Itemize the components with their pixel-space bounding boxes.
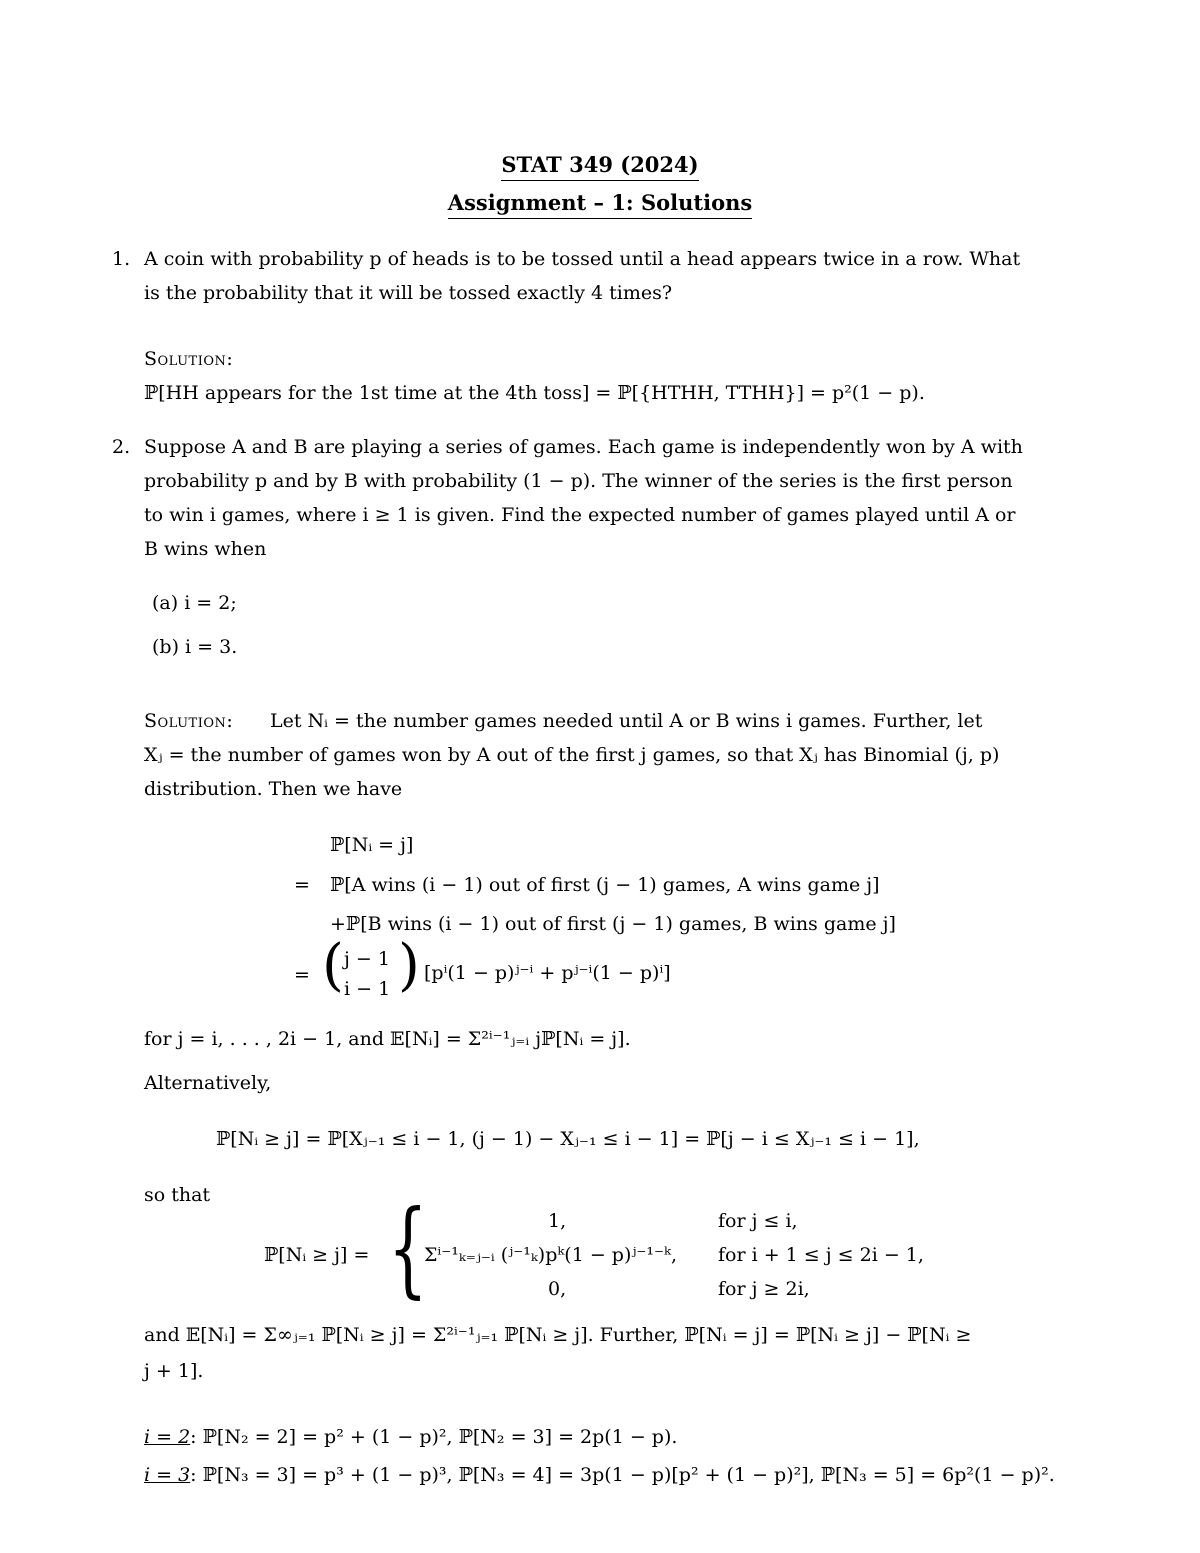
q2-number: 2. — [112, 436, 131, 458]
page-subtitle: Assignment – 1: Solutions — [0, 190, 1200, 219]
case2-value: Σⁱ⁻¹ₖ₌ⱼ₋ᵢ (ʲ⁻¹ₖ)pᵏ(1 − p)ʲ⁻¹⁻ᵏ, — [424, 1244, 678, 1266]
for-line: for j = i, . . . , 2i − 1, and 𝔼[Nᵢ] = Σ²ⁱ⁻¹ⱼ₌ᵢ jℙ[Nᵢ = j]. — [144, 1028, 631, 1050]
q1-answer: ℙ[HH appears for the 1st time at the 4th toss] = ℙ[{HTHH, TTHH}] = p²(1 − p). — [144, 382, 925, 404]
binom-bottom: i − 1 — [344, 978, 391, 1000]
i2-result — [144, 1426, 677, 1448]
q1-number: 1. — [112, 248, 131, 270]
case1-value: 1, — [548, 1210, 567, 1232]
q2-solution-line2: Xⱼ = the number of games won by A out of the first j games, so that Xⱼ has Binomial (j, p) — [144, 744, 1000, 766]
i2-text: : ℙ[N₂ = 2] = p² + (1 − p)², ℙ[N₂ = 3] = 2p(1 − p). — [190, 1426, 678, 1448]
q2-part-b: (b) i = 3. — [152, 636, 238, 658]
eq-equals-2: = — [294, 964, 310, 986]
binom-right-paren: ) — [398, 933, 420, 998]
page-title: STAT 349 (2024) — [0, 152, 1200, 181]
cases-lhs: ℙ[Nᵢ ≥ j] = — [264, 1244, 370, 1266]
q2-line2: probability p and by B with probability (1 − p). The winner of the series is the first person — [144, 470, 1013, 492]
case2-condition: for i + 1 ≤ j ≤ 2i − 1, — [718, 1244, 924, 1266]
cases-brace: { — [388, 1187, 428, 1309]
binom-top: j − 1 — [344, 948, 390, 970]
q2-line1: Suppose A and B are playing a series of games. Each game is independently won by A with — [144, 436, 1023, 458]
q1-solution-label: Solution: — [144, 348, 234, 370]
eq-equals-1: = — [294, 874, 310, 896]
so-that: so that — [144, 1184, 211, 1206]
and-line2: j + 1]. — [144, 1360, 204, 1382]
i3-result — [144, 1464, 1055, 1486]
i2-label: i = 2 — [144, 1426, 191, 1448]
and-line1: and 𝔼[Nᵢ] = Σ∞ⱼ₌₁ ℙ[Nᵢ ≥ j] = Σ²ⁱ⁻¹ⱼ₌₁ ℙ[Nᵢ ≥ j]. Further, ℙ[Nᵢ = j] = ℙ[Nᵢ ≥ j] − ℙ[Nᵢ ≥ — [144, 1324, 972, 1346]
eq-line2: +ℙ[B wins (i − 1) out of first (j − 1) games, B wins game j] — [330, 913, 896, 935]
q2-solution-line1: Let Nᵢ = the number games needed until A or B wins i games. Further, let — [270, 710, 983, 732]
q2-line3: to win i games, where i ≥ 1 is given. Find the expected number of games played until A or — [144, 504, 1016, 526]
q1-line2: is the probability that it will be tossed exactly 4 times? — [144, 282, 673, 304]
i3-text: : ℙ[N₃ = 3] = p³ + (1 − p)³, ℙ[N₃ = 4] = 3p(1 − p)[p² + (1 − p)²], ℙ[N₃ = 5] = 6p²(1 − p)². — [190, 1464, 1055, 1486]
case1-condition: for j ≤ i, — [718, 1210, 798, 1232]
q1-line1: A coin with probability p of heads is to be tossed until a head appears twice in a row. What — [144, 248, 1021, 270]
q2-line4: B wins when — [144, 538, 267, 560]
i3-label: i = 3 — [144, 1464, 191, 1486]
eq-line3: [pⁱ(1 − p)ʲ⁻ⁱ + pʲ⁻ⁱ(1 − p)ⁱ] — [424, 962, 671, 984]
eq-lhs: ℙ[Nᵢ = j] — [330, 834, 414, 856]
alt-equation: ℙ[Nᵢ ≥ j] = ℙ[Xⱼ₋₁ ≤ i − 1, (j − 1) − Xⱼ₋₁ ≤ i − 1] = ℙ[j − i ≤ Xⱼ₋₁ ≤ i − 1], — [216, 1128, 920, 1150]
binom-left-paren: ( — [322, 933, 344, 998]
q2-solution-line3: distribution. Then we have — [144, 778, 403, 800]
case3-condition: for j ≥ 2i, — [718, 1278, 810, 1300]
eq-line1: ℙ[A wins (i − 1) out of first (j − 1) games, A wins game j] — [330, 874, 880, 896]
alternatively: Alternatively, — [144, 1072, 272, 1094]
q2-solution-label: Solution: — [144, 710, 234, 732]
q2-part-a: (a) i = 2; — [152, 592, 237, 614]
case3-value: 0, — [548, 1278, 567, 1300]
